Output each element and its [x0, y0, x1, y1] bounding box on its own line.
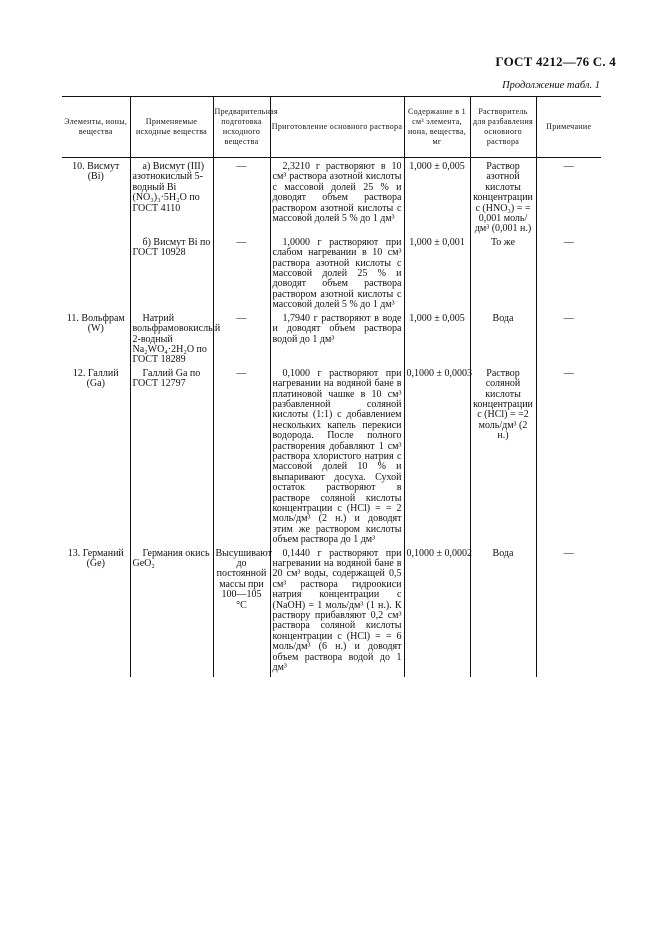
- cell-solvent: Вода: [470, 314, 536, 369]
- cell-substance: Германия окись GeO₂: [130, 549, 213, 677]
- cell-note: —: [536, 369, 601, 549]
- column-header-content: Содержание в 1 см³ элемента, иона, вещества, мг: [404, 97, 470, 158]
- cell-element: 13. Германий (Ge): [67, 547, 124, 570]
- cell-content: 0,1000 ± 0,0002: [404, 549, 470, 677]
- cell-element: [62, 238, 130, 314]
- cell-pretreatment: —: [213, 369, 270, 549]
- column-header-solvent: Растворитель для разбавления основного раствора: [470, 97, 536, 158]
- table-continuation-label: Продолжение табл. 1: [502, 80, 600, 91]
- cell-preparation: 1,7940 г растворяют в воде и доводят объем раствора водой до 1 дм³: [270, 314, 404, 369]
- cell-element: 11. Вольфрам (W): [66, 312, 125, 335]
- table-row: [62, 369, 601, 549]
- cell-pretreatment: —: [213, 238, 270, 314]
- column-header-substance: Применяемые исходные вещества: [130, 97, 213, 158]
- cell-preparation: 0,1000 г растворяют при нагревании на водяной бане в платиновой чашке в 10 см³ разбавленной соляной кислоты (1:1) с добавлением нескольких капель перекиси водорода. После полного растворения добавляют 1 см³ раствора хлористого натрия с массовой долей 10 % и выпаривают досуха. Сухой остаток растворяют в растворе соляной кислоты концентрации c (HCl) = = 2 моль/дм³ (2 н.) и доводят этим же раствором кислоты объем раствора до 1 дм³: [270, 369, 404, 549]
- cell-preparation: 0,1440 г растворяют при нагревании на водяной бане в 20 см³ воды, содержащей 0,5 см³ раствора гидроокиси натрия концентрации c (NaOH) = 1 моль/дм³ (1 н.). К раствору прибавляют 0,2 см³ раствора соляной кислоты концентрации c (HCl) = = 6 моль/дм³ (6 н.) и доводят объем раствора водой до 1 дм³: [270, 549, 404, 677]
- table-row: [62, 314, 601, 369]
- column-header-preparation: Приготовление основного раствора: [270, 97, 404, 158]
- cell-substance: Натрий вольфрамовокислый 2-водный Na₂WO₄·2H₂O по ГОСТ 18289: [130, 314, 213, 369]
- cell-substance: б) Висмут Bi по ГОСТ 10928: [130, 238, 213, 314]
- table-row: [62, 549, 601, 677]
- cell-note: —: [536, 158, 601, 238]
- cell-element: 10. Висмут (Bi): [72, 161, 120, 183]
- table-row: [62, 158, 601, 238]
- table-row: [62, 238, 601, 314]
- column-header-element: Элементы, ионы, вещества: [62, 97, 130, 158]
- reagent-table: [62, 96, 601, 677]
- cell-note: —: [536, 549, 601, 677]
- cell-note: —: [536, 314, 601, 369]
- cell-solvent: Вода: [470, 549, 536, 677]
- cell-content: 1,000 ± 0,005: [404, 314, 470, 369]
- cell-content: 1,000 ± 0,005: [404, 158, 470, 238]
- cell-pretreatment: —: [213, 158, 270, 238]
- cell-preparation: 2,3210 г растворяют в 10 см³ раствора азотной кислоты с массовой долей 25 % и доводят объем раствора раствором азотной кислоты с массовой долей 5 % до 1 дм³: [270, 158, 404, 238]
- cell-solvent: Раствор соляной кислоты концентрации c (HCl) = =2 моль/дм³ (2 н.): [470, 369, 536, 549]
- column-header-pretreatment: Предварительная подготовка исходного вещества: [213, 97, 270, 158]
- table-header-row: [62, 97, 601, 158]
- page-header-title: ГОСТ 4212—76 С. 4: [495, 54, 616, 69]
- cell-solvent: То же: [470, 238, 536, 314]
- cell-element: 12. Галлий (Ga): [72, 367, 119, 390]
- cell-pretreatment: Высушивают до постоянной массы при 100—105 °С: [213, 549, 270, 677]
- cell-solvent: Раствор азотной кислоты концентрации c (HNO₃) = = 0,001 моль/дм³ (0,001 н.): [470, 158, 536, 238]
- cell-pretreatment: —: [213, 314, 270, 369]
- cell-note: —: [536, 238, 601, 314]
- column-header-note: Примечание: [536, 97, 601, 158]
- cell-substance: Галлий Ga по ГОСТ 12797: [130, 369, 213, 549]
- cell-content: 0,1000 ± 0,0003: [404, 369, 470, 549]
- cell-content: 1,000 ± 0,001: [404, 238, 470, 314]
- cell-preparation: 1,0000 г растворяют при слабом нагревании в 10 см³ раствора азотной кислоты с массовой долей 25 % и доводят объем раствора раствором азотной кислоты с массовой долей 5 % до 1 дм³: [270, 238, 404, 314]
- cell-substance: а) Висмут (III) азотнокислый 5-водный Bi (NO₃)₃·5H₂O по ГОСТ 4110: [130, 158, 213, 238]
